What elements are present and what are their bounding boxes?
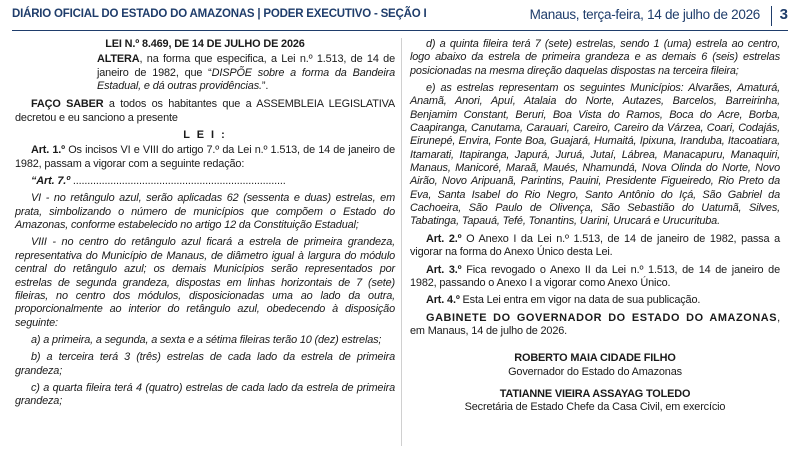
summary-verb: ALTERA (97, 53, 140, 66)
article-4-label: Art. 4.º (426, 294, 460, 307)
signature-secretary (410, 388, 780, 415)
issue-date: Manaus, terça-feira, 14 de julho de 2026 (529, 7, 760, 22)
enactment-text: a todos os habitantes que a ASSEMBLEIA LEGISLATIVA decretou e eu sanciono a presente (15, 98, 395, 124)
subitem-a: a) a primeira, a segunda, a sexta e a sétima fileiras terão 10 (dez) estrelas; (31, 333, 382, 346)
gazette-title: DIÁRIO OFICIAL DO ESTADO DO AMAZONAS | PODER EXECUTIVO - SEÇÃO I (12, 8, 427, 20)
subitem-e: e) as estrelas representam os seguintes Municípios: Alvarães, Amaturá, Anamã, Anori, Apuí, Atalaia do Norte, Autazes, Barcelos, Barreirinha, Benjamim Constant, Beruri, Boa Vista do Ramos, Boca do Acre, Borba, Caapiranga, Canutama, Carauari, Careiro, Careiro da Várzea, Coari, Codajás, Eirunepé, Envira, Fonte Boa, Guajará, Humaitá, Ipixuna, Iranduba, Itacoatiara, Itamarati, Itapiranga, Japurá, Juruá, Jutaí, Lábrea, Manacapuru, Manaquiri, Manaus, Manicoré, Maraã, Maués, Nhamundá, Nova Olinda do Norte, Novo Airão, Novo Aripuanã, Parintins, Pauini, Presidente Figueiredo, Rio Preto da Eva, Santa Isabel do Rio Negro, Santo Antônio do Içá, São Gabriel da Cachoeira, São Paulo de Olivença, São Sebastião do Uatumã, Silves, Tabatinga, Tapauá, Tefé, Tonantins, Uarini, Urucará e Urucurituba. (410, 82, 780, 228)
subitem-c: c) a quarta fileira terá 4 (quatro) estrelas de cada lado da estrela de primeira grandeza; (15, 381, 395, 408)
article-1-text: Os incisos VI e VIII do artigo 7.º da Lei n.º 1.513, de 14 de janeiro de 1982, passam a vigorar com a seguinte redação: (15, 144, 395, 170)
right-column (410, 38, 780, 415)
secretary-role: Secretária de Estado Chefe da Casa Civil, em exercício (464, 401, 726, 414)
article-4-text: Esta Lei entra em vigor na data de sua publicação. (459, 294, 701, 307)
article-4 (410, 294, 780, 307)
article-7-label: “Art. 7.º (31, 175, 70, 188)
item-vi: VI - no retângulo azul, serão aplicadas 62 (sessenta e duas) estrelas, em prata, simbolizando o número de municípios que compõem o Estado do Amazonas, conforme estabelecido no artigo 12 da Constituição Estadual; (15, 192, 395, 232)
signing-date: , em Manaus, 14 de julho de 2026. (410, 311, 780, 337)
governor-role: Governador do Estado do Amazonas (508, 365, 682, 378)
lei-heading: L E I : (183, 129, 227, 142)
secretary-name: TATIANNE VIEIRA ASSAYAG TOLEDO (499, 387, 691, 400)
article-7-quote (31, 175, 395, 188)
article-2-text: O Anexo I da Lei n.º 1.513, de 14 de janeiro de 1982, passa a vigorar na forma do Anexo Único desta Lei. (410, 232, 780, 259)
subitem-d: d) a quinta fileira terá 7 (sete) estrelas, sendo 1 (uma) estrela ao centro, logo abaixo da estrela de primeira grandeza e as demais 6 (seis) estrelas posicionadas na mesma direção daquelas dispostas na terceira fileira; (410, 38, 780, 77)
summary-text: , na forma que especifica, a Lei n.º 1.513, de 14 de janeiro de 1982, que “ (97, 53, 395, 79)
cabinet-name: GABINETE DO GOVERNADOR DO ESTADO DO AMAZONAS (426, 311, 778, 324)
summary-end: ”. (261, 80, 269, 93)
law-title: LEI N.º 8.469, DE 14 DE JULHO DE 2026 (105, 38, 305, 50)
law-summary (97, 53, 395, 93)
signature-governor (410, 352, 780, 379)
article-2-label: Art. 2.º (426, 232, 462, 245)
enactment-clause (15, 98, 395, 125)
page-number: 3 (779, 6, 788, 23)
article-1 (15, 144, 395, 171)
article-2 (410, 233, 780, 260)
page-header (0, 0, 800, 30)
summary-quote: DISPÕE sobre a forma da Bandeira Estadual, e dá outras providências. (97, 66, 395, 93)
governor-name: ROBERTO MAIA CIDADE FILHO (514, 352, 676, 365)
signing-place (410, 312, 780, 339)
subitem-b: b) a terceira terá 3 (três) estrelas de cada lado da estrela de primeira grandeza; (15, 351, 395, 377)
enactment-bold: FAÇO SABER (31, 98, 104, 111)
article-3-text: Fica revogado o Anexo II da Lei n.º 1.513, de 14 de janeiro de 1982, passando o Anexo I a vigorar como Anexo Único. (410, 263, 780, 289)
article-7-dots: .......................................................................... (69, 175, 286, 188)
article-3 (410, 264, 780, 291)
column-divider (401, 38, 402, 446)
header-rule (12, 30, 788, 31)
left-column (15, 38, 395, 413)
article-1-label: Art. 1.º (31, 144, 65, 157)
item-viii: VIII - no centro do retângulo azul ficará a estrela de primeira grandeza, representativa do Município de Manaus, de diâmetro igual à largura do módulo central do retângulo azul; os demais Municípios serão representados por estrelas de segunda grandeza, dispostas em linhas horizontais de 7 (sete) fileiras, no centro dos módulos, disposicionadas uma ao lado da outra, proporcionalmente ao interior do retângulo azul, obedecendo à disposição seguinte: (15, 236, 395, 329)
header-divider (771, 6, 772, 26)
article-3-label: Art. 3.º (426, 263, 462, 276)
